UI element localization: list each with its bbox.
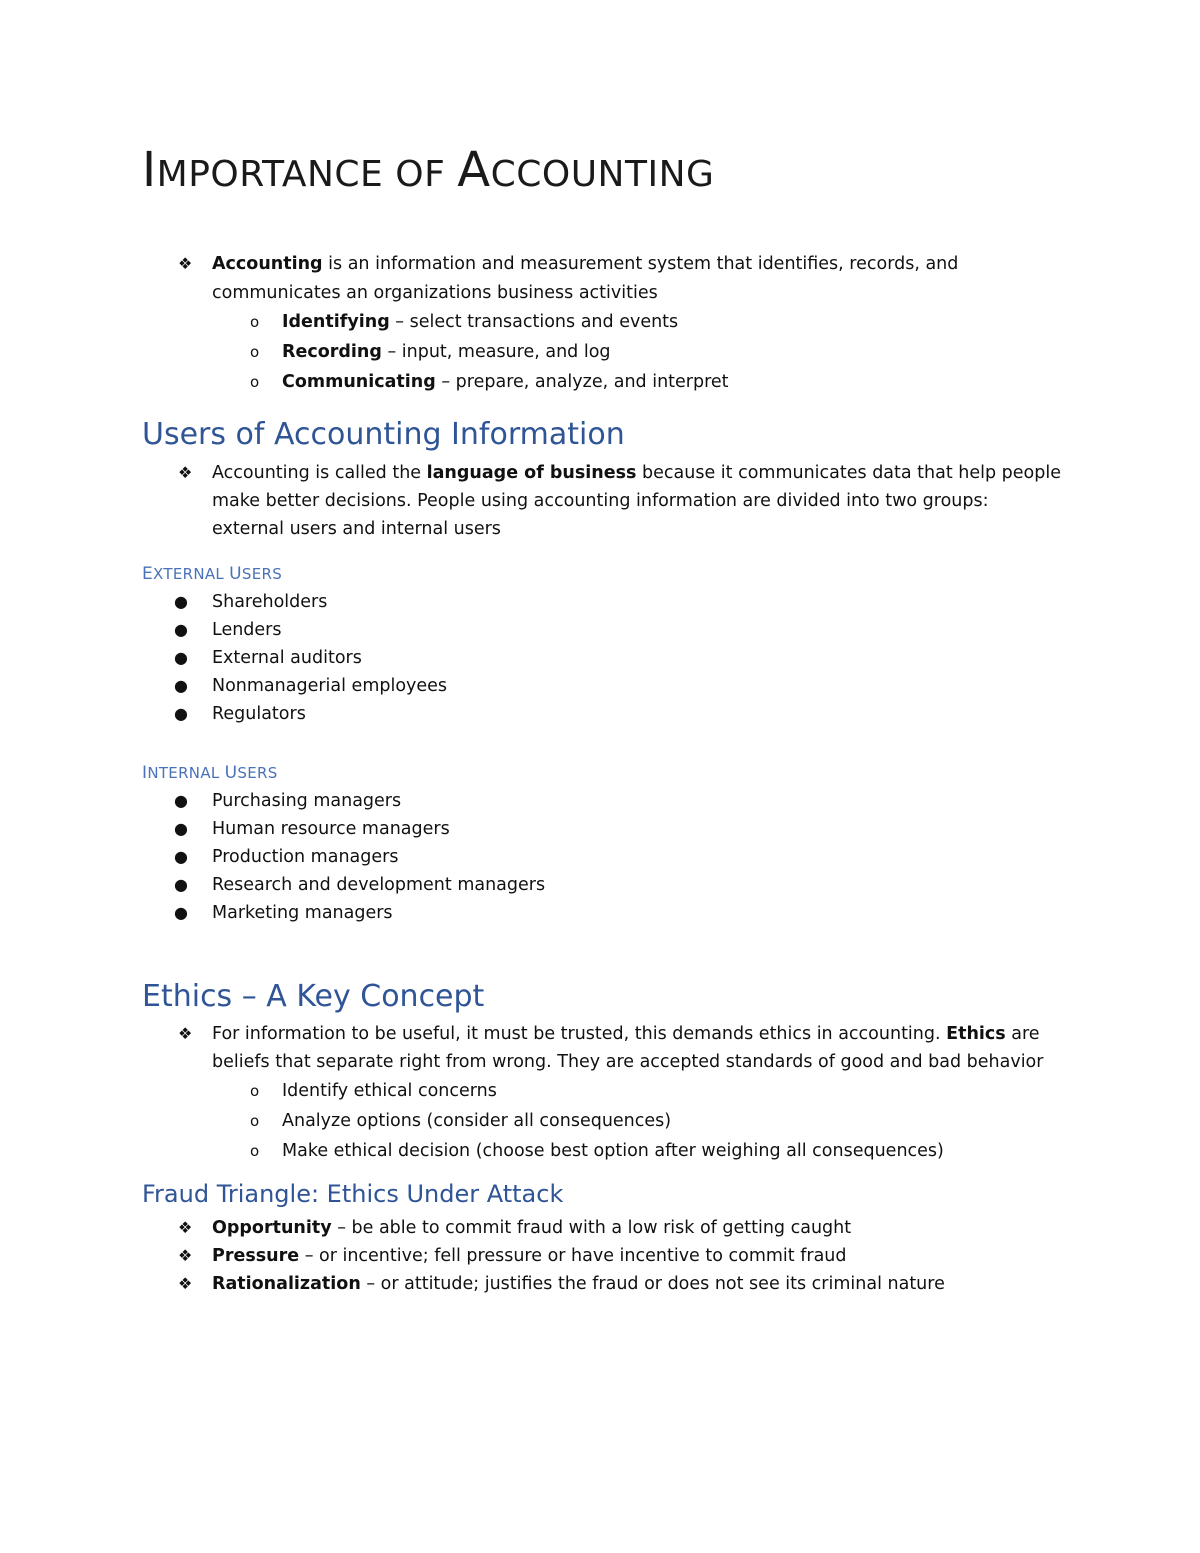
users-heading: Users of Accounting Information (142, 417, 625, 452)
ethics-heading: Ethics – A Key Concept (142, 979, 485, 1014)
intro-subitem (282, 338, 611, 366)
circle-bullet-icon: o (250, 1112, 260, 1130)
users-text-pre: Accounting is called the (212, 463, 427, 483)
subitem-term: Recording (282, 342, 382, 362)
heading-initial: E (142, 564, 154, 584)
ethics-subitem: Make ethical decision (choose best option after weighing all consequences) (282, 1141, 944, 1161)
round-bullet-icon: ● (174, 847, 188, 866)
external-user-item: External auditors (212, 648, 362, 668)
diamond-bullet-icon: ❖ (178, 254, 193, 273)
internal-user-item: Research and development managers (212, 875, 546, 895)
circle-bullet-icon: o (250, 1082, 260, 1100)
subitem-term: Identifying (282, 312, 390, 332)
round-bullet-icon: ● (174, 875, 188, 894)
intro-line-2: communicates an organizations business activities (212, 283, 658, 303)
ethics-line-1 (212, 1020, 1040, 1048)
heading-part: XTERNAL (153, 565, 230, 583)
diamond-bullet-icon: ❖ (178, 1274, 193, 1293)
heading-initial: U (229, 564, 242, 584)
title-initial-a: A (457, 142, 491, 198)
internal-user-item: Production managers (212, 847, 399, 867)
title-part-1: MPORTANCE OF (156, 154, 458, 195)
fraud-item (212, 1214, 851, 1242)
circle-bullet-icon: o (250, 373, 260, 391)
external-user-item: Nonmanagerial employees (212, 676, 448, 696)
intro-subitem (282, 368, 729, 396)
title-part-2: CCOUNTING (490, 154, 715, 195)
round-bullet-icon: ● (174, 791, 188, 810)
circle-bullet-icon: o (250, 1142, 260, 1160)
fraud-desc: – or attitude; justifies the fraud or does not see its criminal nature (360, 1274, 945, 1294)
heading-initial: U (224, 763, 238, 783)
intro-line-1 (212, 250, 958, 278)
subitem-term: Communicating (282, 372, 436, 392)
fraud-term: Rationalization (212, 1274, 361, 1294)
intro-text-1: is an information and measurement system that identifies, records, and (322, 254, 959, 274)
diamond-bullet-icon: ❖ (178, 463, 193, 482)
fraud-term: Opportunity (212, 1218, 332, 1238)
fraud-heading: Fraud Triangle: Ethics Under Attack (142, 1180, 564, 1208)
ethics-subitem: Identify ethical concerns (282, 1081, 497, 1101)
subitem-desc: – input, measure, and log (381, 342, 611, 362)
heading-part: NTERNAL (147, 764, 225, 782)
fraud-desc: – or incentive; fell pressure or have incentive to commit fraud (299, 1246, 847, 1266)
internal-user-item: Marketing managers (212, 903, 393, 923)
subitem-desc: – prepare, analyze, and interpret (435, 372, 729, 392)
intro-subitem (282, 308, 678, 336)
fraud-item (212, 1242, 847, 1270)
round-bullet-icon: ● (174, 592, 188, 611)
external-user-item: Regulators (212, 704, 306, 724)
users-text-post: because it communicates data that help people (636, 463, 1061, 483)
round-bullet-icon: ● (174, 648, 188, 667)
diamond-bullet-icon: ❖ (178, 1218, 193, 1237)
round-bullet-icon: ● (174, 676, 188, 695)
ethics-subitem: Analyze options (consider all consequences) (282, 1111, 672, 1131)
internal-user-item: Human resource managers (212, 819, 450, 839)
round-bullet-icon: ● (174, 819, 188, 838)
external-user-item: Lenders (212, 620, 282, 640)
ethics-text-pre: For information to be useful, it must be trusted, this demands ethics in accounting. (212, 1024, 947, 1044)
internal-user-item: Purchasing managers (212, 791, 402, 811)
fraud-desc: – be able to commit fraud with a low risk of getting caught (331, 1218, 852, 1238)
external-users-heading (142, 564, 282, 584)
ethics-term: Ethics (946, 1024, 1006, 1044)
subitem-desc: – select transactions and events (389, 312, 679, 332)
ethics-line-2: beliefs that separate right from wrong. They are accepted standards of good and bad behavior (212, 1052, 1044, 1072)
round-bullet-icon: ● (174, 704, 188, 723)
users-term: language of business (426, 463, 637, 483)
external-user-item: Shareholders (212, 592, 328, 612)
heading-initial: I (142, 763, 148, 783)
title-initial-i: I (142, 142, 157, 198)
users-line-2: make better decisions. People using accounting information are divided into two groups: (212, 491, 989, 511)
document-title (142, 142, 714, 198)
round-bullet-icon: ● (174, 903, 188, 922)
fraud-term: Pressure (212, 1246, 300, 1266)
circle-bullet-icon: o (250, 343, 260, 361)
heading-part: SERS (241, 565, 283, 583)
internal-users-heading (142, 763, 278, 783)
ethics-text-post: are (1005, 1024, 1040, 1044)
diamond-bullet-icon: ❖ (178, 1246, 193, 1265)
users-line-3: external users and internal users (212, 519, 501, 539)
intro-term: Accounting (212, 254, 323, 274)
heading-part: SERS (237, 764, 278, 782)
circle-bullet-icon: o (250, 313, 260, 331)
diamond-bullet-icon: ❖ (178, 1024, 193, 1043)
round-bullet-icon: ● (174, 620, 188, 639)
fraud-item (212, 1270, 945, 1298)
users-line-1 (212, 459, 1061, 487)
